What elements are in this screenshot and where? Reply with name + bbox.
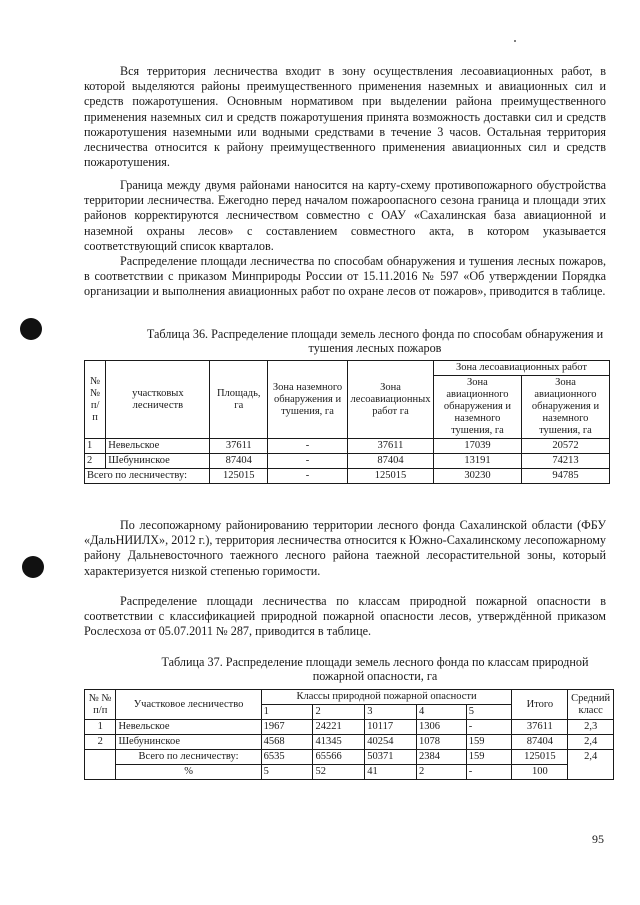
cell-sub2: 20572 xyxy=(521,439,609,454)
cell-c1: 6535 xyxy=(261,750,313,765)
page-number: 95 xyxy=(592,832,604,846)
scan-speck xyxy=(514,40,516,42)
cell-c3: 10117 xyxy=(365,720,417,735)
cell-aviation: 125015 xyxy=(347,469,433,484)
table36-h-area: Площадь, га xyxy=(210,361,268,439)
table36-h-num: № № п/ п xyxy=(85,361,106,439)
table37-h-classes: Классы природной пожарной опасности xyxy=(261,690,512,705)
table37-h-total: Итого xyxy=(512,690,568,720)
cell-c5: 159 xyxy=(466,735,512,750)
cell-sub1: 17039 xyxy=(433,439,521,454)
cell-avg: 2,3 xyxy=(568,720,614,735)
punch-hole-bottom xyxy=(22,556,44,578)
table37-h-name: Участковое лесничество xyxy=(116,690,261,720)
cell-total: 100 xyxy=(512,765,568,780)
cell-c4: 1078 xyxy=(417,735,467,750)
table36 xyxy=(84,360,610,484)
cell-c4: 2384 xyxy=(417,750,467,765)
cell-ground: - xyxy=(268,439,348,454)
paragraph-4: По лесопожарному районированию территории лесного фонда Сахалинской области (ФБУ «ДальНИИЛХ», 2012 г.), территория лесничества относится к Южно-Сахалинскому лесопожарному району Дальневосточного таежного лесного района таежной лесорастительной зоны, который характеризуется низкой степенью горимости. xyxy=(84,518,606,578)
table37-sum-row xyxy=(85,750,614,765)
cell-c2: 52 xyxy=(313,765,365,780)
cell-name: Шебунинское xyxy=(106,454,210,469)
table-row xyxy=(85,735,614,750)
cell-num: 2 xyxy=(85,454,106,469)
table37-h-c4: 4 xyxy=(417,705,467,720)
cell-name: Шебунинское xyxy=(116,735,261,750)
table37-h-c3: 3 xyxy=(365,705,417,720)
paragraph-1: Вся территория лесничества входит в зону осуществления лесоавиационных работ, в которой выделяются районы преимущественного применения наземных и авиационных сил и средств пожаротушения. Основным нормативом при выделении района преимущественного применения наземных сил и средств пожаротушения принята возможность доставки сил и средств пожаротушения наземными или водными средствами в течение 3 часов. Остальная территория лесничества относится к району преимущественного применения авиационных сил и средств пожаротушения. xyxy=(84,64,606,170)
cell-sub2: 94785 xyxy=(521,469,609,484)
cell-area: 125015 xyxy=(210,469,268,484)
table37-h-avg: Средний класс xyxy=(568,690,614,720)
cell-c1: 4568 xyxy=(261,735,313,750)
cell-area: 37611 xyxy=(210,439,268,454)
table36-h-sub2: Зона авиационного обнаружения и наземного тушения, га xyxy=(521,376,609,439)
cell-total: 87404 xyxy=(512,735,568,750)
table37-h-num: № № п/п xyxy=(85,690,116,720)
cell-sub1: 30230 xyxy=(433,469,521,484)
paragraph-5: Распределение площади лесничества по классам природной пожарной опасности в соответствии с классификацией природной пожарной опасности лесов, утверждённой приказом Рослесхоза от 05.07.2011 № 287, приводится в таблице. xyxy=(84,594,606,639)
cell-total-label: Всего по лесничеству: xyxy=(85,469,210,484)
paragraph-3: Распределение площади лесничества по способам обнаружения и тушения лесных пожаров, в соответствии с приказом Минприроды России от 15.11.2016 № 597 «Об утверждении Порядка организации и выполнения авиационных работ по охране лесов от пожаров», приводится в таблице. xyxy=(84,254,606,299)
cell-name: Невельское xyxy=(106,439,210,454)
cell-aviation: 37611 xyxy=(347,439,433,454)
cell-sub2: 74213 xyxy=(521,454,609,469)
table36-h-name: участковых лесничеств xyxy=(106,361,210,439)
cell-total: 125015 xyxy=(512,750,568,765)
table37-caption: Таблица 37. Распределение площади земель лесного фонда по классам природной пожарной опасности, га xyxy=(161,655,589,683)
table37-h-c2: 2 xyxy=(313,705,365,720)
cell-c5: 159 xyxy=(466,750,512,765)
cell-c4: 2 xyxy=(417,765,467,780)
cell-c2: 65566 xyxy=(313,750,365,765)
cell-sum-label: Всего по лесничеству: xyxy=(116,750,261,765)
table37 xyxy=(84,689,614,780)
table37-percent-row xyxy=(85,765,614,780)
table36-header-row xyxy=(85,361,610,376)
table36-h-aviation: Зона лесоавиационных работ га xyxy=(347,361,433,439)
table37-h-c1: 1 xyxy=(261,705,313,720)
table-row xyxy=(85,720,614,735)
cell-num: 1 xyxy=(85,720,116,735)
table36-h-sub1: Зона авиационного обнаружения и наземного тушения, га xyxy=(433,376,521,439)
cell-c3: 40254 xyxy=(365,735,417,750)
cell-area: 87404 xyxy=(210,454,268,469)
cell-c5: - xyxy=(466,720,512,735)
cell-c2: 41345 xyxy=(313,735,365,750)
punch-hole-top xyxy=(20,318,42,340)
cell-c4: 1306 xyxy=(417,720,467,735)
cell-name: Невельское xyxy=(116,720,261,735)
table37-h-c5: 5 xyxy=(466,705,512,720)
cell-num: 2 xyxy=(85,735,116,750)
cell-c3: 41 xyxy=(365,765,417,780)
cell-aviation: 87404 xyxy=(347,454,433,469)
table-row xyxy=(85,454,610,469)
table36-caption: Таблица 36. Распределение площади земель лесного фонда по способам обнаружения и тушения лесных пожаров xyxy=(146,327,604,355)
cell-c1: 5 xyxy=(261,765,313,780)
cell-sub1: 13191 xyxy=(433,454,521,469)
cell-num-empty xyxy=(85,750,116,780)
cell-c2: 24221 xyxy=(313,720,365,735)
paragraph-2: Граница между двумя районами наносится на карту-схему противопожарного обустройства территории лесничества. Ежегодно перед началом пожароопасного сезона граница и площади этих районов корректируются лесничеством совместно с ОАУ «Сахалинская база авиационной и наземной охраны лесов» с составлением совместного акта, в котором указывается соответствующий список кварталов. xyxy=(84,178,606,253)
cell-num: 1 xyxy=(85,439,106,454)
table36-total-row xyxy=(85,469,610,484)
table-row xyxy=(85,439,610,454)
table36-h-group: Зона лесоавиационных работ xyxy=(433,361,609,376)
cell-avg: 2,4 xyxy=(568,735,614,750)
cell-total: 37611 xyxy=(512,720,568,735)
table36-h-ground: Зона наземного обнаружения и тушения, га xyxy=(268,361,348,439)
cell-avg: 2,4 xyxy=(568,750,614,780)
cell-c5: - xyxy=(466,765,512,780)
cell-c1: 1967 xyxy=(261,720,313,735)
cell-ground: - xyxy=(268,469,348,484)
cell-ground: - xyxy=(268,454,348,469)
table37-header-row xyxy=(85,690,614,705)
cell-c3: 50371 xyxy=(365,750,417,765)
cell-percent-label: % xyxy=(116,765,261,780)
